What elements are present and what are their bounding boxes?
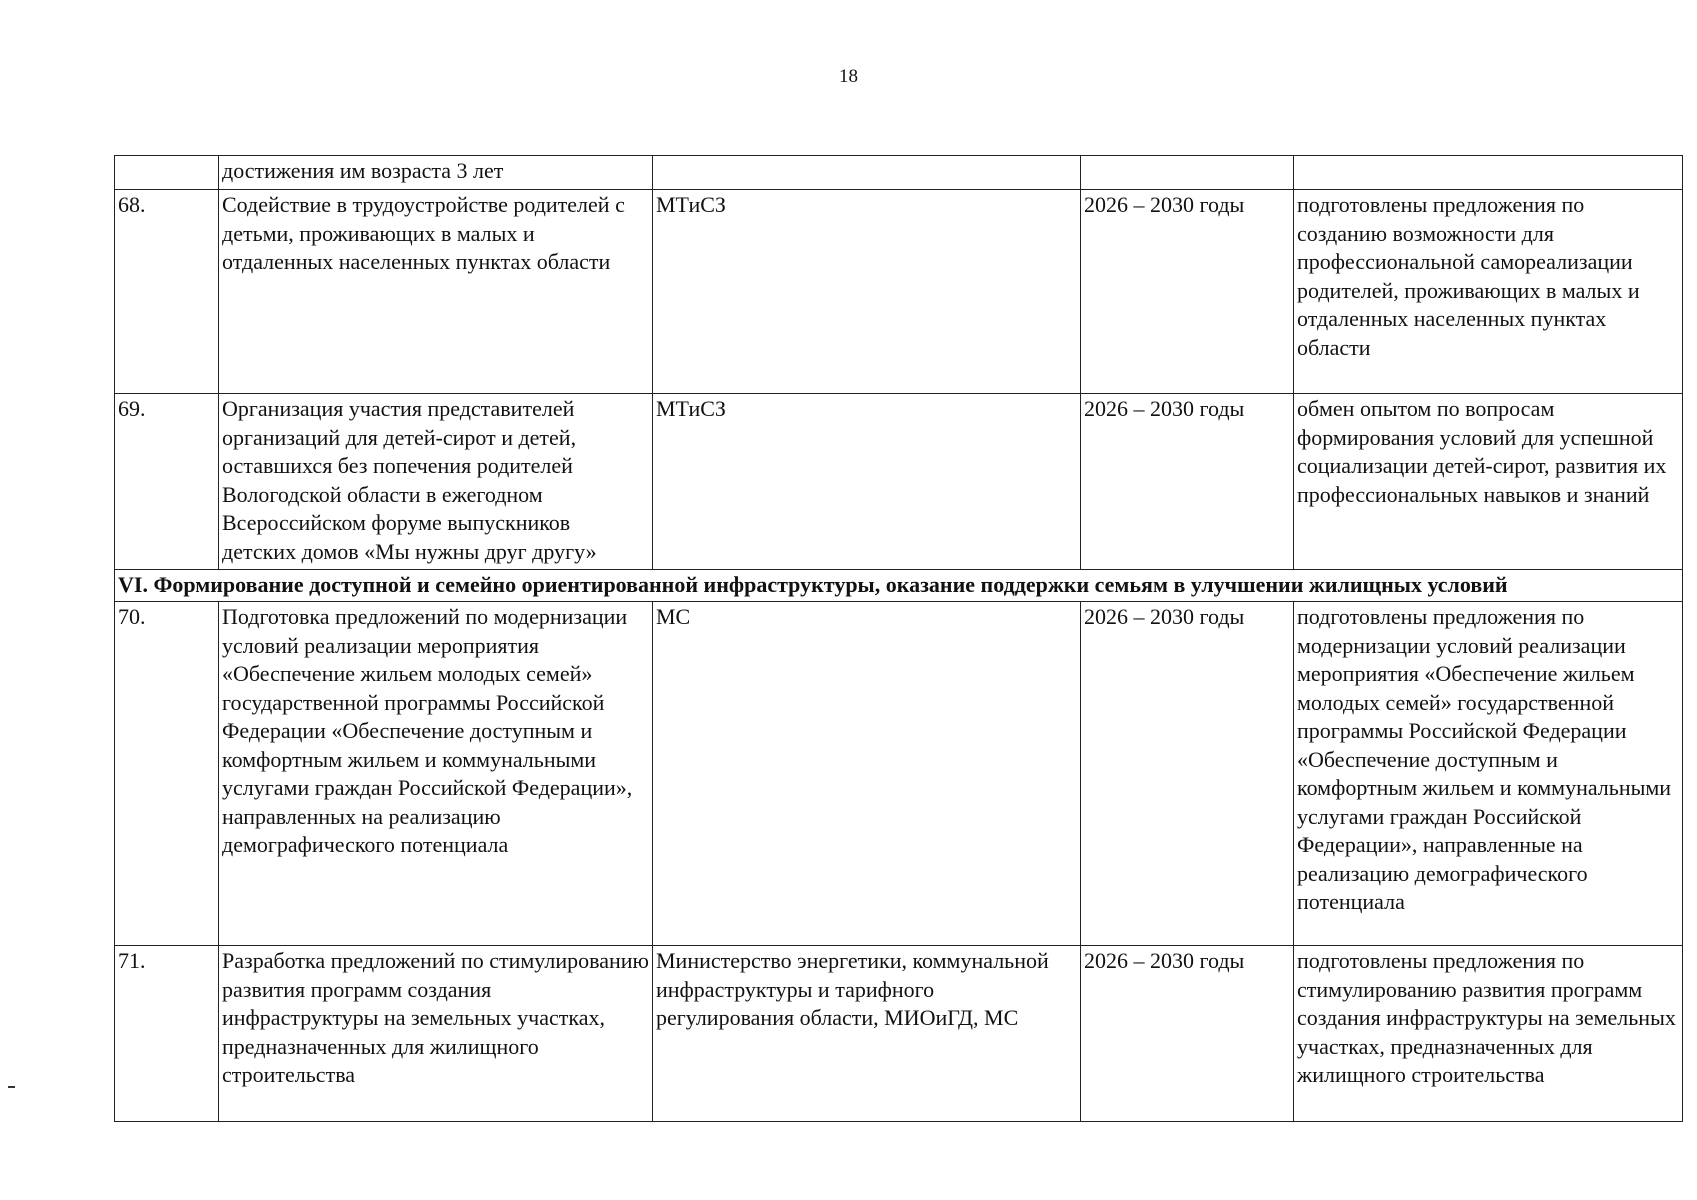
executor-text: Министерство энергетики, коммунальной инфраструктуры и тарифного регулирования области, МИОиГД, МС bbox=[653, 946, 1081, 1122]
table-row bbox=[115, 156, 1683, 190]
section-heading: VI. Формирование доступной и семейно ориентированной инфраструктуры, оказание поддержки семьям в улучшении жилищных условий bbox=[115, 570, 1683, 602]
measure-text: Организация участия представителей организаций для детей-сирот и детей, оставшихся без попечения родителей Вологодской области в ежегодном Всероссийском форуме выпускников детских домов «Мы нужны друг другу» bbox=[219, 394, 653, 570]
result-text: подготовлены предложения по созданию возможности для профессиональной самореализации родителей, проживающих в малых и отдаленных населенных пунктах области bbox=[1294, 190, 1683, 394]
executor-text: МС bbox=[653, 602, 1081, 946]
period-text: 2026 – 2030 годы bbox=[1081, 190, 1294, 394]
executor-text bbox=[653, 156, 1081, 190]
period-text: 2026 – 2030 годы bbox=[1081, 394, 1294, 570]
result-text: подготовлены предложения по модернизации условий реализации мероприятия «Обеспечение жильем молодых семей» государственной программы Российской Федерации «Обеспечение доступным и комфортным жильем и коммунальными услугами граждан Российской Федерации», направленные на реализацию демографического потенциала bbox=[1294, 602, 1683, 946]
margin-mark bbox=[8, 1086, 15, 1088]
period-text: 2026 – 2030 годы bbox=[1081, 602, 1294, 946]
table-row bbox=[115, 602, 1683, 946]
result-text bbox=[1294, 156, 1683, 190]
measure-text: Подготовка предложений по модернизации условий реализации мероприятия «Обеспечение жильем молодых семей» государственной программы Российской Федерации «Обеспечение доступным и комфортным жильем и коммунальными услугами граждан Российской Федерации», направленных на реализацию демографического потенциала bbox=[219, 602, 653, 946]
row-number: 68. bbox=[115, 190, 219, 394]
period-text bbox=[1081, 156, 1294, 190]
table-row bbox=[115, 946, 1683, 1122]
page-number: 18 bbox=[839, 66, 858, 87]
executor-text: МТиСЗ bbox=[653, 394, 1081, 570]
result-text: подготовлены предложения по стимулированию развития программ создания инфраструктуры на земельных участках, предназначенных для жилищного строительства bbox=[1294, 946, 1683, 1122]
table-row bbox=[115, 190, 1683, 394]
table-row bbox=[115, 394, 1683, 570]
executor-text: МТиСЗ bbox=[653, 190, 1081, 394]
measure-text: Содействие в трудоустройстве родителей с детьми, проживающих в малых и отдаленных населенных пунктах области bbox=[219, 190, 653, 394]
row-number: 69. bbox=[115, 394, 219, 570]
result-text: обмен опытом по вопросам формирования условий для успешной социализации детей-сирот, развития их профессиональных навыков и знаний bbox=[1294, 394, 1683, 570]
row-number bbox=[115, 156, 219, 190]
row-number: 71. bbox=[115, 946, 219, 1122]
period-text: 2026 – 2030 годы bbox=[1081, 946, 1294, 1122]
row-number: 70. bbox=[115, 602, 219, 946]
measures-table bbox=[114, 155, 1683, 1122]
section-row bbox=[115, 570, 1683, 602]
measure-text: достижения им возраста 3 лет bbox=[219, 156, 653, 190]
measure-text: Разработка предложений по стимулированию развития программ создания инфраструктуры на земельных участках, предназначенных для жилищного строительства bbox=[219, 946, 653, 1122]
